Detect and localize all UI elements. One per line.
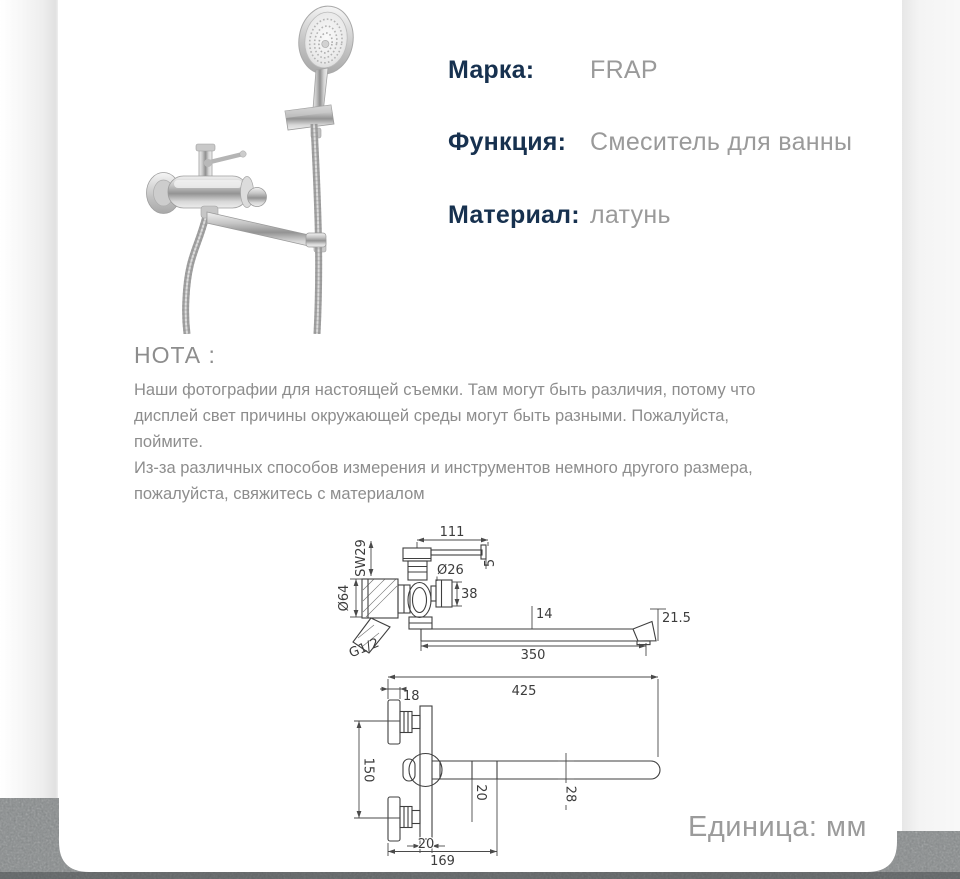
- faucet-body: [147, 144, 327, 252]
- dim-o26: Ø26: [437, 563, 464, 578]
- spec-row: [448, 201, 671, 230]
- product-photo: [140, 0, 460, 334]
- dim-150: 150: [360, 757, 376, 783]
- shower-bracket: [285, 105, 334, 138]
- diverter-knob: [248, 188, 267, 207]
- faucet-spout: [207, 212, 322, 249]
- technical-drawing-side: [330, 515, 700, 680]
- dim-350: 350: [520, 648, 546, 663]
- note-line: пожалуйста, свяжитесь с материалом: [134, 485, 425, 503]
- note-line: поймите.: [134, 433, 204, 451]
- page-edge-shade-right: [902, 0, 960, 879]
- dim-5: 5: [483, 558, 498, 568]
- dim-425: 425: [511, 684, 537, 699]
- spec-value-material: латунь: [590, 201, 671, 229]
- dim-g12: G1/2: [347, 635, 382, 662]
- note-line: дисплей свет причины окружающей среды могут быть разными. Пожалуйста,: [134, 407, 729, 425]
- dim-o64: Ø64: [337, 584, 352, 612]
- dim-18: 18: [403, 689, 420, 704]
- note-line: Наши фотографии для настоящей съемки. Там могут быть различия, потому что: [134, 381, 756, 399]
- dim-20-body: 20: [417, 837, 435, 852]
- note-heading: НОТА :: [134, 342, 216, 368]
- note-section: [134, 377, 755, 507]
- dim-28: 28: [562, 785, 578, 803]
- dim-20-mount: 20: [473, 784, 488, 801]
- shower-head: [294, 2, 358, 78]
- unit-label: Единица: мм: [688, 811, 867, 843]
- note-line: Из-за различных способов измерения и инструментов немного другого размера,: [134, 459, 753, 477]
- dim-38: 38: [461, 587, 478, 602]
- concrete-texture: [0, 790, 960, 879]
- page-edge-shade-left: [0, 0, 58, 879]
- spec-row: [448, 56, 658, 85]
- dim-21-5: 21.5: [662, 611, 691, 626]
- shower-hose-right: [306, 124, 326, 334]
- bottom-shadow-strip: [0, 872, 960, 879]
- spec-value-brand: FRAP: [590, 56, 658, 84]
- dim-111: 111: [439, 525, 465, 540]
- spec-label-brand: Марка:: [448, 56, 535, 84]
- dim-sw29: SW29: [354, 539, 369, 577]
- spec-row: [448, 128, 852, 157]
- dim-169: 169: [430, 854, 455, 869]
- shower-hose-left: [186, 216, 206, 334]
- spec-label-material: Материал:: [448, 201, 580, 229]
- spec-value-function: Смеситель для ванны: [590, 128, 853, 156]
- dim-14: 14: [536, 607, 553, 622]
- spec-label-function: Функция:: [448, 128, 567, 156]
